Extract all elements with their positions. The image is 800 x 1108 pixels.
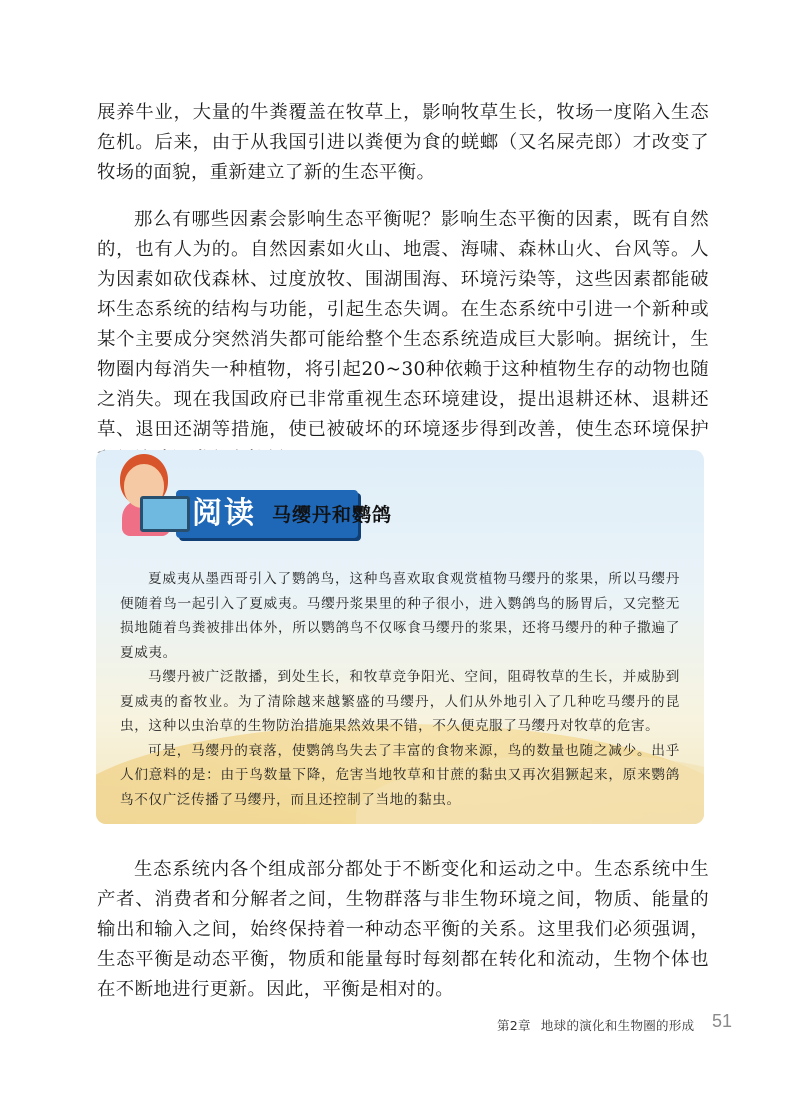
chapter-footer [497, 1016, 694, 1034]
reading-label: 阅读 [192, 496, 256, 531]
reading-sidebar [96, 450, 704, 824]
page-number: 51 [712, 1011, 733, 1031]
tablet-icon [140, 496, 190, 532]
body-paragraph: 那么有哪些因素会影响生态平衡呢？影响生态平衡的因素，既有自然的，也有人为的。自然因素如火山、地震、海啸、森林山火、台风等。人为因素如砍伐森林、过度放牧、围湖围海、环境污染等，这些因素都能破坏生态系统的结构与功能，引起生态失调。在生态系统中引进一个新种或某个主要成分突然消失都可能给整个生态系统造成巨大影响。据统计，生物圈内每消失一种植物，将引起20~30种依赖于这种植物生存的动物也随之消失。现在我国政府已非常重视生态环境建设，提出退耕还林、退耕还草、退田还湖等措施，使已被破坏的环境逐步得到改善，使生态环境保护 [97, 209, 709, 440]
reading-header [96, 450, 704, 560]
chapter-number: 第2章 [497, 1018, 531, 1033]
reading-paragraph: 夏威夷从墨西哥引入了鹦鸽鸟，这种鸟喜欢取食观赏植物马缨丹的浆果，所以马缨丹便随着鸟一起引入了夏威夷。马缨丹浆果里的种子很小，进入鹦鸽鸟的肠胃后，又完整无损地随着鸟粪被排出体外，所以鹦鸽鸟不仅啄食马缨丹的浆果，还将马缨丹的种子撒遍了夏威夷。 [120, 571, 680, 661]
body-paragraph: 展养牛业，大量的牛粪覆盖在牧草上，影响牧草生长，牧场一度陷入生态危机。后来，由于从我国引进以粪便为食的蜣螂（又名屎壳郎）才改变了牧场的面貌，重新建立了新的生态平衡。 [97, 102, 709, 183]
reading-title: 马缨丹和鹦鸽 [272, 504, 393, 526]
chapter-title: 地球的演化和生物圈的形成 [540, 1018, 695, 1033]
reading-body [120, 567, 680, 812]
reading-paragraph: 可是，马缨丹的衰落，使鹦鸽鸟失去了丰富的食物来源，鸟的数量也随之减少。出乎人们意料的是：由于鸟数量下降，危害当地牧草和甘蔗的黏虫又再次猖獗起来，原来鹦鸽鸟不仅广泛传播了马缨丹，而且还控制了当地的黏虫。 [120, 742, 680, 808]
body-paragraph: 生态系统内各个组成部分都处于不断变化和运动之中。生态系统中生产者、消费者和分解者之间，生物群落与非生物环境之间，物质、能量的输出和输入之间，始终保持着一种动态平衡的关系。这里我们必须强调，生态平衡是动态平衡，物质和能量每时每刻都在转化和流动，生物个体也在不断地进行更新。因此，平衡是相对的。 [97, 859, 709, 1000]
reading-paragraph: 马缨丹被广泛散播，到处生长，和牧草竞争阳光、空间，阻碍牧草的生长，并威胁到夏威夷的畜牧业。为了清除越来越繁盛的马缨丹，人们从外地引入了几种吃马缨丹的昆虫，这种以虫治草的生物防治措施果然效果不错，不久便克服了马缨丹对牧草的危害。 [120, 669, 680, 734]
